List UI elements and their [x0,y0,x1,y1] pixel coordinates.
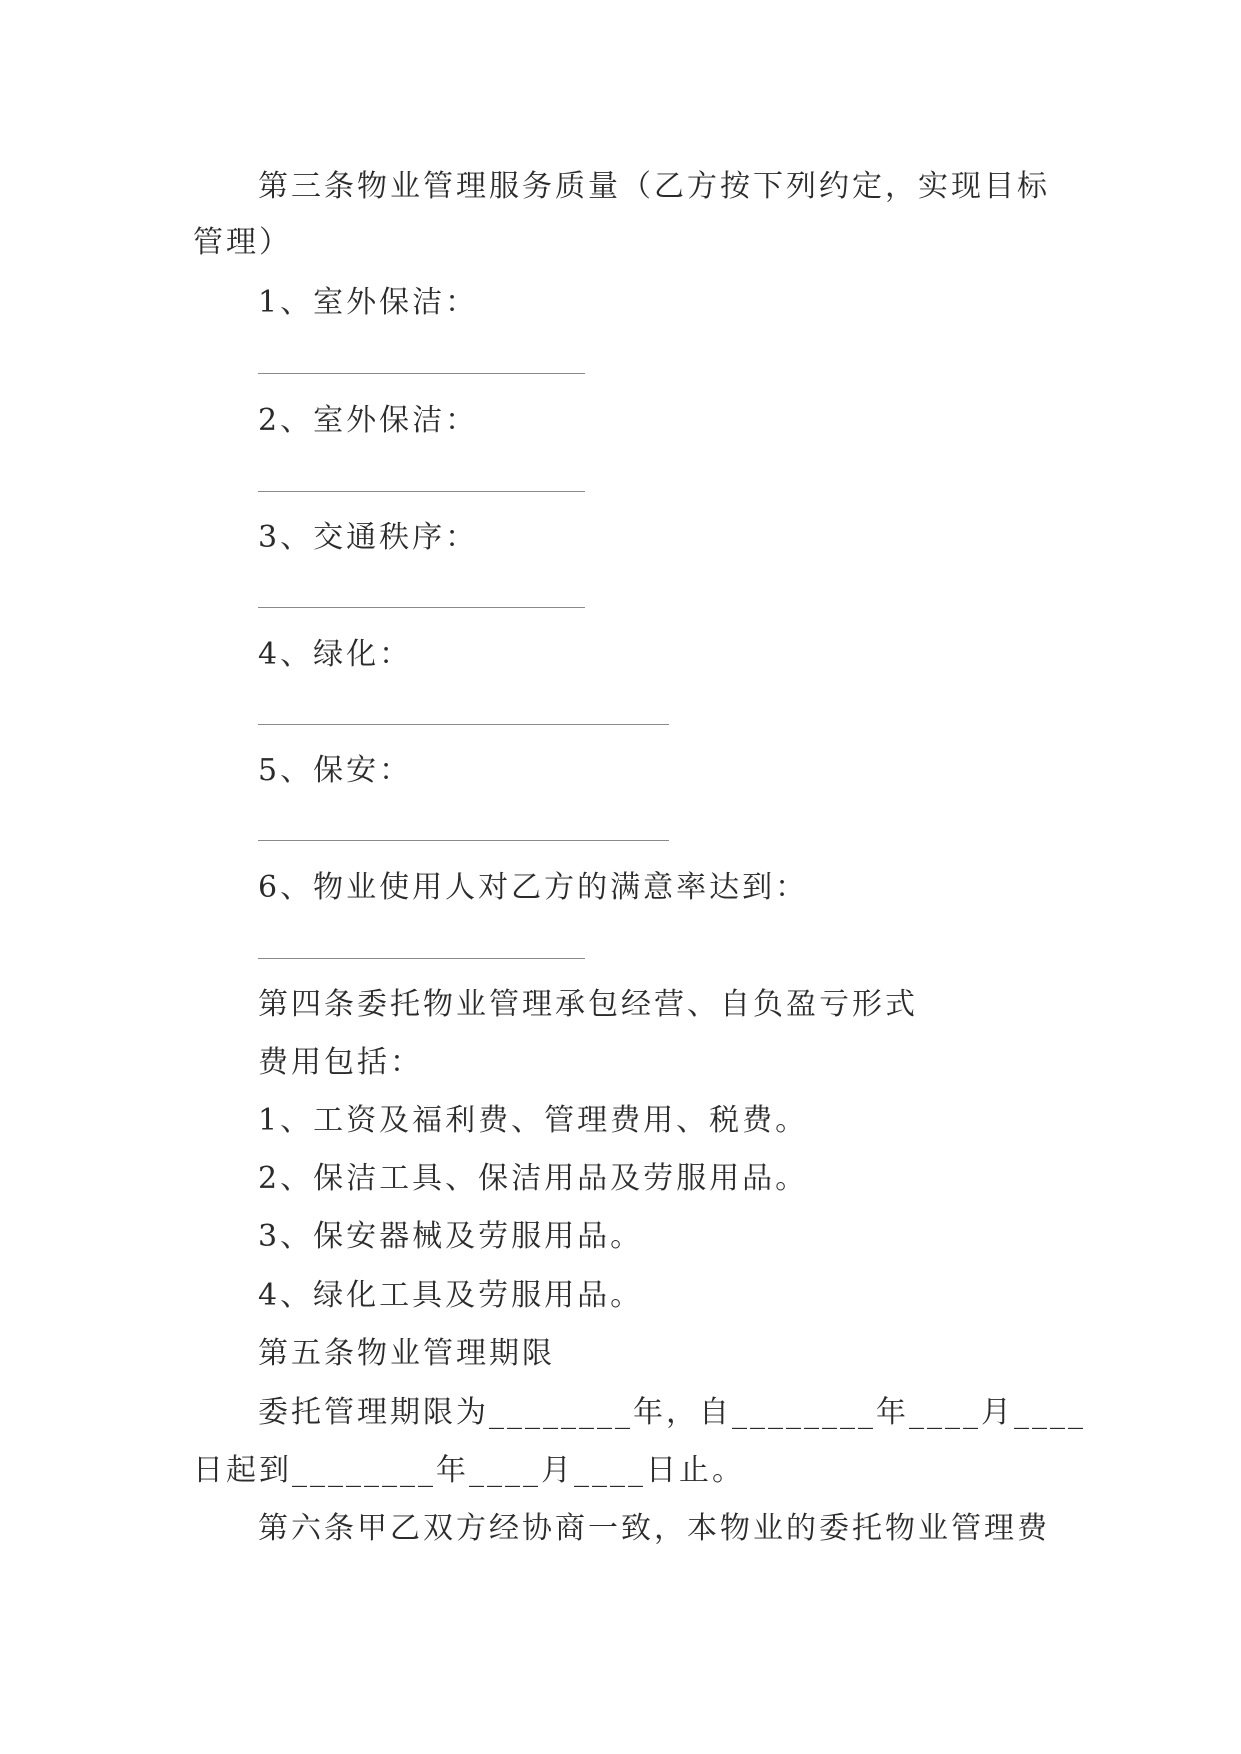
quality-item: 6、物业使用人对乙方的满意率达到： [258,870,809,905]
article4-item: 4、绿化工具及劳服用品。 [258,1278,644,1313]
article5-term-line1: 委托管理期限为________年，自________年____月____ [258,1395,1086,1430]
article4-heading: 第四条委托物业管理承包经营、自负盈亏形式 [258,987,918,1022]
fill-in-blank-line [258,491,585,492]
quality-item: 5、保安： [258,753,413,788]
fill-in-blank-line [258,958,585,959]
article3-heading-line1: 第三条物业管理服务质量（乙方按下列约定，实现目标 [258,169,1050,204]
article5-heading: 第五条物业管理期限 [258,1336,555,1371]
article5-term-line2: 日起到________年____月____日止。 [193,1453,745,1488]
article4-item: 2、保洁工具、保洁用品及劳服用品。 [258,1161,809,1196]
article4-item: 3、保安器械及劳服用品。 [258,1219,644,1254]
article4-intro: 费用包括： [258,1045,423,1080]
fill-in-blank-line [258,607,585,608]
quality-item: 3、交通秩序： [258,520,479,555]
article6-text-line1: 第六条甲乙双方经协商一致，本物业的委托物业管理费 [258,1511,1050,1546]
fill-in-blank-line [258,724,669,725]
article3-heading-line2: 管理） [193,225,292,260]
quality-item: 2、室外保洁： [258,403,479,438]
fill-in-blank-line [258,840,669,841]
quality-item: 4、绿化： [258,637,413,672]
article4-item: 1、工资及福利费、管理费用、税费。 [258,1103,809,1138]
fill-in-blank-line [258,373,585,374]
quality-item: 1、室外保洁： [258,285,479,320]
